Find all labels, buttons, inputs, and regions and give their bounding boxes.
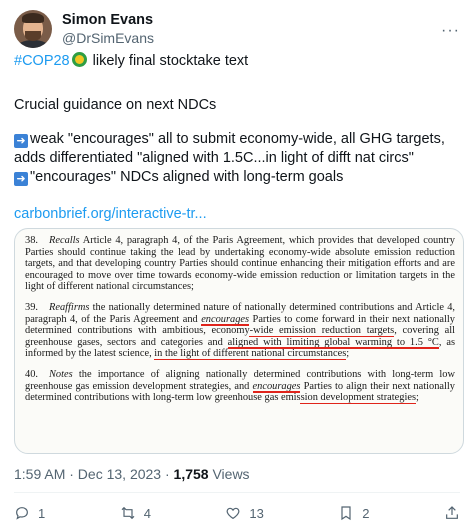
tweet-bullet-1 [14, 130, 464, 168]
article-link[interactable]: carbonbrief.org/interactive-tr... [14, 206, 207, 222]
timestamp[interactable]: 1:59 AM · Dec 13, 2023 · [14, 466, 174, 482]
views-count: 1,758 [173, 466, 209, 482]
bookmark-icon [338, 505, 354, 521]
document-text [25, 235, 455, 413]
tweet-bullet-2-text: "encourages" NDCs aligned with long-term goals [30, 169, 344, 185]
tweet-meta [14, 466, 250, 482]
paragraph-text: the importance of aligning nationally determined contributions with long-term low greenhouse gas emission development strategies, and [25, 368, 455, 392]
tweet-line-1 [14, 52, 248, 71]
underlined-text: Parties to come forward in their next nationally determined contributions with ambitious, economy-wide emission reduction targets [25, 313, 455, 337]
tweet-bullet-1-text: weak "encourages" all to submit economy-wide, all GHG targets, adds differentiated "aligned with 1.5C...in light of difft nat circs" [14, 131, 445, 166]
paragraph-lead: Notes [49, 368, 73, 380]
paragraph-lead: Recalls [49, 235, 80, 246]
avatar[interactable] [14, 10, 52, 48]
views-label: Views [208, 466, 250, 482]
retweet-count: 4 [143, 505, 151, 521]
paragraph-38 [25, 235, 455, 293]
paragraph-text: ; [346, 348, 350, 360]
right-arrow-icon: ➜ [14, 134, 28, 148]
author-handle[interactable]: @DrSimEvans [62, 30, 155, 46]
cop28-emoji-icon [72, 52, 87, 67]
paragraph-40 [25, 369, 455, 404]
action-bar [14, 505, 460, 521]
more-options-icon[interactable]: ··· [441, 22, 460, 39]
tweet-line-2: Crucial guidance on next NDCs [14, 97, 217, 113]
document-image[interactable] [14, 228, 464, 454]
paragraph-39 [25, 302, 455, 360]
bookmark-count: 2 [362, 505, 370, 521]
underlined-text: aligned with limiting global warming to 1.5 °C [227, 336, 439, 348]
right-arrow-icon: ➜ [14, 172, 28, 186]
paragraph-text: ; [416, 392, 419, 404]
tweet-header [14, 10, 154, 48]
divider [14, 492, 460, 493]
underlined-text: encourages [252, 380, 301, 392]
bookmark-button[interactable] [338, 505, 369, 521]
heart-icon [225, 505, 241, 521]
reply-icon [14, 505, 30, 521]
like-button[interactable] [225, 505, 263, 521]
paragraph-text: , as informed by the latest science, [25, 336, 455, 360]
author-names [62, 11, 154, 47]
paragraph-text: , covering all greenhouse gases, sectors and categories and [25, 325, 456, 348]
paragraph-text: the nationally determined nature of nationally determined contributions and Article 4, paragraph 4, of the Paris Agreement and [25, 301, 455, 325]
reply-count: 1 [38, 505, 46, 521]
underlined-text: encourages [201, 313, 250, 325]
paragraph-number: 38. [25, 235, 38, 246]
retweet-icon [120, 505, 136, 521]
share-button[interactable] [444, 505, 460, 521]
share-icon [444, 505, 460, 521]
underlined-text: in the light of different national circumstances [154, 348, 347, 360]
like-count: 13 [249, 505, 264, 521]
tweet-bullet-2 [14, 168, 343, 187]
paragraph-number: 39. [25, 301, 38, 313]
underlined-text: Parties to align their next nationally determined contributions with long-term low greenhouse gas emission development strategies [25, 380, 455, 404]
tweet-line-1-text: likely final stocktake text [88, 53, 249, 69]
hashtag-link[interactable]: #COP28 [14, 53, 70, 69]
paragraph-text: Article 4, paragraph 4, of the Paris Agreement, which provides that developed country Parties should continue taking the lead by undertaking economy-wide absolute emission reduction targets, and that developing country Parties should continue enhancing their mitigation efforts and are encouraged to move over time towards economy-wide emission reduction or limitation targets in the light of different national circumstances; [25, 235, 455, 293]
retweet-button[interactable] [120, 505, 151, 521]
paragraph-lead: Reaffirms [49, 301, 90, 313]
author-name[interactable]: Simon Evans [62, 12, 154, 28]
paragraph-number: 40. [25, 368, 38, 380]
reply-button[interactable] [14, 505, 45, 521]
